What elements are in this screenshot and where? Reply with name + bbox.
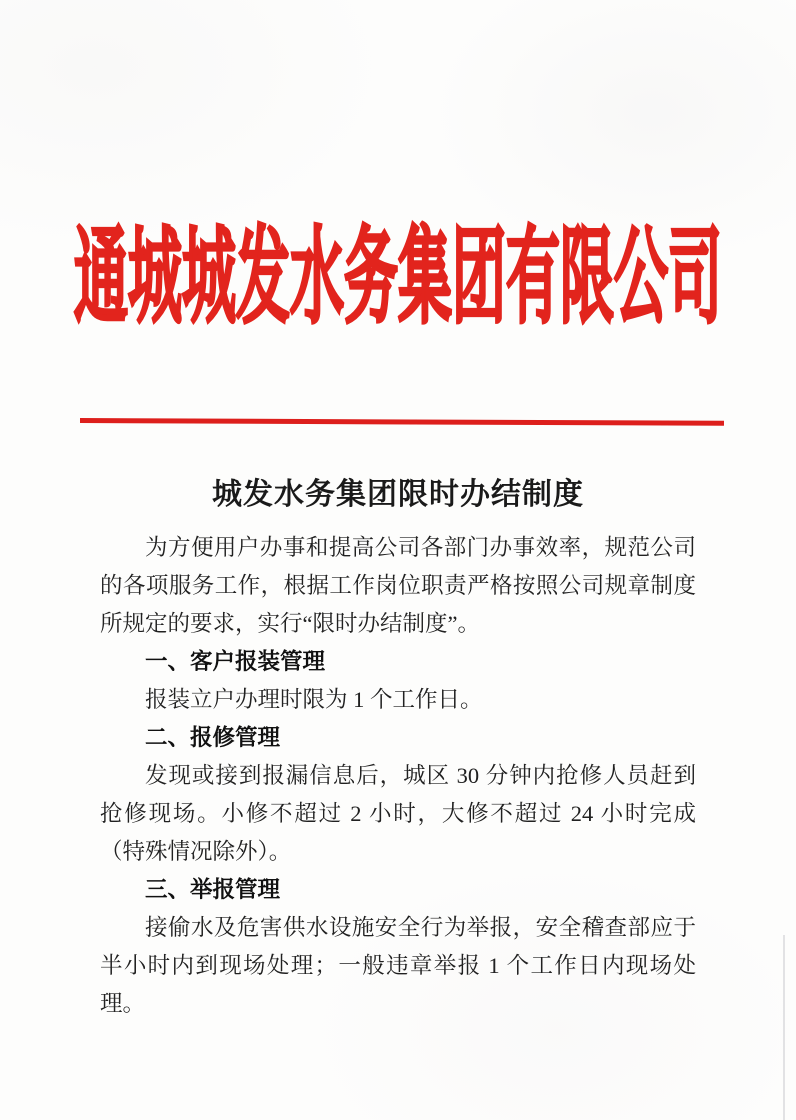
- section-heading: 一、客户报装管理: [145, 649, 326, 674]
- body-paragraph: 为方便用户办事和提高公司各部门办事效率，规范公司的各项服务工作，根据工作岗位职责严格按照公司规章制度所规定的要求，实行“限时办结制度”。: [100, 535, 696, 636]
- document-body: [100, 529, 696, 1023]
- document-heading: 城发水务集团限时办结制度: [212, 478, 584, 511]
- company-title: 通城城发水务集团有限公司: [74, 218, 722, 336]
- body-paragraph: 发现或接到报漏信息后，城区 30 分钟内抢修人员赶到抢修现场。小修不超过 2 小时，大修不超过 24 小时完成（特殊情况除外）。: [100, 763, 696, 864]
- body-paragraph: 报装立户办理时限为 1 个工作日。: [145, 687, 483, 712]
- section-heading: 三、举报管理: [145, 877, 281, 902]
- scan-artifact-line: [783, 935, 785, 1120]
- red-divider-line: [80, 418, 724, 426]
- body-paragraph: 接偷水及危害供水设施安全行为举报，安全稽查部应于半小时内到现场处理；一般违章举报 1 个工作日内现场处理。: [100, 915, 696, 1016]
- section-heading: 二、报修管理: [145, 725, 281, 750]
